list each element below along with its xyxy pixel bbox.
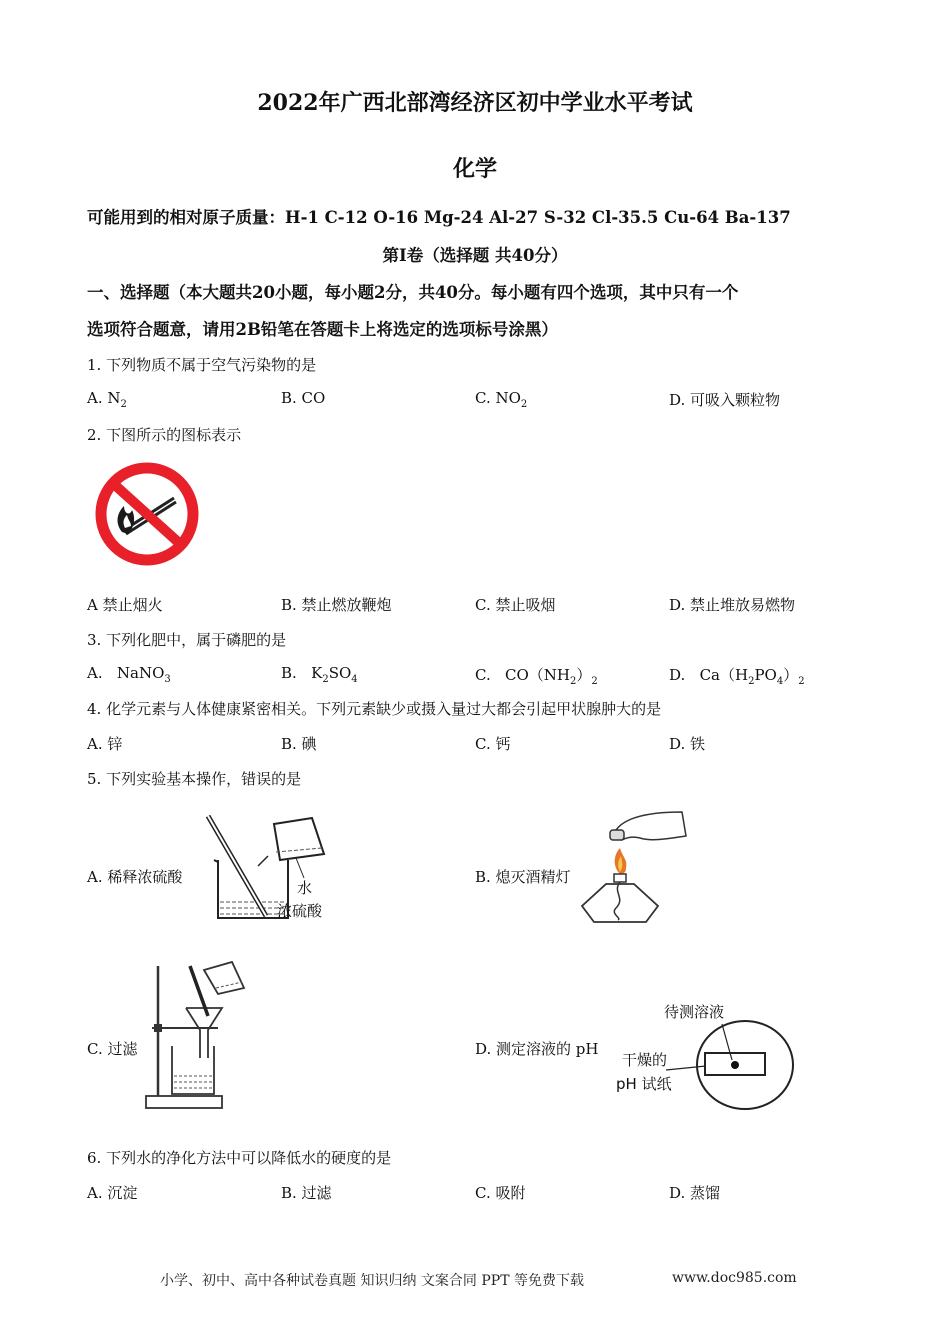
q5-option-a: A. 稀释浓硫酸 bbox=[87, 868, 183, 886]
q4-option-d: D. 铁 bbox=[669, 735, 706, 753]
question-1-stem: 1. 下列物质不属于空气污染物的是 bbox=[87, 356, 317, 374]
question-3-stem: 3. 下列化肥中，属于磷肥的是 bbox=[87, 631, 287, 649]
footer-text: 小学、初中、高中各种试卷真题 知识归纳 文案合同 PPT 等免费下载 bbox=[160, 1273, 584, 1289]
q5a-label-water: 水 bbox=[297, 879, 313, 897]
subject-title: 化学 bbox=[452, 156, 497, 182]
q5-option-b: B. 熄灭酒精灯 bbox=[475, 868, 571, 886]
q1-option-a: A. $N_2$ bbox=[87, 389, 127, 410]
q5a-label-acid: 浓硫酸 bbox=[277, 902, 323, 920]
q5-option-d: D. 测定溶液的 pH bbox=[475, 1040, 599, 1058]
q1-option-c: C. $NO_2$ bbox=[475, 389, 528, 410]
exam-title: 2022年广西北部湾经济区初中学业水平考试 bbox=[257, 90, 693, 116]
q1-option-d: D. 可吸入颗粒物 bbox=[669, 391, 781, 409]
alcohol-lamp-diagram-icon bbox=[582, 808, 692, 926]
q4-option-b: B. 碘 bbox=[281, 735, 317, 753]
section-title: 第Ⅰ卷（选择题 共40分） bbox=[382, 246, 568, 265]
question-5-stem: 5. 下列实验基本操作，错误的是 bbox=[87, 770, 302, 788]
q6-option-a: A. 沉淀 bbox=[87, 1184, 138, 1202]
q3-option-a: A. NaNO$_3$ bbox=[87, 664, 171, 685]
q4-option-c: C. 钙 bbox=[475, 735, 511, 753]
q6-option-b: B. 过滤 bbox=[281, 1184, 332, 1202]
q5d-label-solution: 待测溶液 bbox=[664, 1003, 725, 1021]
no-fire-sign-icon bbox=[92, 460, 202, 568]
footer-link[interactable]: www.doc985.com bbox=[672, 1270, 797, 1286]
q3-option-d: D. $Ca(H_2PO_4)_2$ bbox=[669, 666, 805, 687]
q2-option-d: D. 禁止堆放易燃物 bbox=[669, 596, 796, 614]
q1-option-b: B. CO bbox=[281, 389, 326, 407]
q5d-label-paper-1: 干燥的 bbox=[622, 1051, 668, 1069]
q2-option-a: A 禁止烟火 bbox=[87, 596, 163, 614]
question-2-stem: 2. 下图所示的图标表示 bbox=[87, 426, 242, 444]
question-4-stem: 4. 化学元素与人体健康紧密相关。下列元素缺少或摄入量过大都会引起甲状腺肿大的是 bbox=[87, 700, 662, 718]
q5d-label-paper-2: pH 试纸 bbox=[616, 1075, 672, 1093]
instructions-line-1: 一、选择题（本大题共20小题，每小题2分，共40分。每小题有四个选项，其中只有一个 bbox=[87, 283, 739, 302]
q2-option-c: C. 禁止吸烟 bbox=[475, 596, 556, 614]
q3-option-b: B. $K_2SO_4$ bbox=[281, 664, 358, 685]
q6-option-d: D. 蒸馏 bbox=[669, 1184, 721, 1202]
q3-option-c: C. $CO(NH_2)_2$ bbox=[475, 666, 598, 687]
q4-option-a: A. 锌 bbox=[87, 735, 123, 753]
instructions-line-2: 选项符合题意，请用2B铅笔在答题卡上将选定的选项标号涂黑） bbox=[87, 320, 558, 339]
question-6-stem: 6. 下列水的净化方法中可以降低水的硬度的是 bbox=[87, 1149, 392, 1167]
q2-option-b: B. 禁止燃放鞭炮 bbox=[281, 596, 392, 614]
q5-option-c: C. 过滤 bbox=[87, 1040, 138, 1058]
filtration-diagram-icon bbox=[142, 958, 262, 1113]
atomic-mass-line: 可能用到的相对原子质量：H-1 C-12 O-16 Mg-24 Al-27 S-32 Cl-35.5 Cu-64 Ba-137 bbox=[87, 208, 791, 227]
q6-option-c: C. 吸附 bbox=[475, 1184, 526, 1202]
